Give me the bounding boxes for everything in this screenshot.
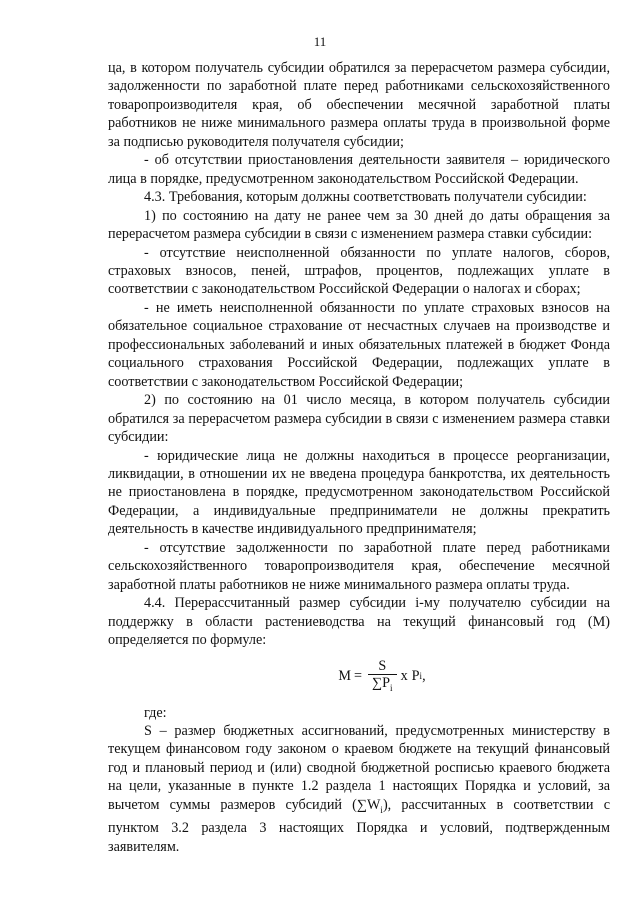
- formula-end: ,: [422, 668, 426, 685]
- paragraph: ца, в котором получатель субсидии обратился за перерасчетом размера субсидии, задолженности по заработной плате перед работниками сельскохозяйственного товаропроизводителя края, об обеспечении месячной заработной платы работников не ниже минимального размера оплаты труда в произвольной форме за подписью руководителя получателя субсидии;: [108, 60, 610, 150]
- formula-factor: P: [411, 668, 420, 685]
- where-label: где:: [144, 704, 167, 721]
- paragraph: 4.3. Требования, которым должны соответствовать получатели субсидии:: [144, 189, 587, 206]
- subsidy-formula: [108, 650, 610, 704]
- formula-denominator-sub: i: [390, 682, 393, 693]
- formula-times: x: [400, 668, 408, 685]
- formula-equals: =: [354, 668, 363, 685]
- paragraph-text-part: S – размер бюджетных ассигнований, предусмотренных министерству в текущем финансовом году законом о краевом бюджете на текущий финансовый год и плановый период и (или) сводной бюджетной росписью краевого бюджета на цели, указанные в пункте 1.2 раздела 1 настоящих Порядка и условий, за вычетом суммы размеров субсидий (∑W: [108, 722, 610, 813]
- paragraph: - юридические лица не должны находиться в процессе реорганизации, ликвидации, в отношении их не введена процедура банкротства, их деятельность не приостановлена в порядке, предусмотренном законодательством Российской Федерации, а индивидуальные предприниматели не должны прекратить деятельность в качестве индивидуального предпринимателя;: [108, 447, 610, 538]
- formula-fraction: [368, 658, 397, 696]
- paragraph: 2) по состоянию на 01 число месяца, в котором получатель субсидии обратился за перерасчетом размера субсидии в связи с изменением размера ставки субсидии:: [108, 392, 610, 446]
- paragraph: - отсутствие неисполненной обязанности по уплате налогов, сборов, страховых взносов, пеней, штрафов, процентов, подлежащих уплате в соответствии с законодательством Российской Федерации о налогах и сборах;: [108, 244, 610, 298]
- formula-numerator: S: [378, 657, 387, 674]
- paragraph: [108, 722, 610, 856]
- formula-factor-sub: i: [419, 671, 423, 682]
- paragraph: 1) по состоянию на дату не ранее чем за 30 дней до даты обращения за перерасчетом размера субсидии в связи с изменением размера ставки субсидии:: [108, 207, 610, 243]
- page-number: 11: [313, 34, 327, 49]
- paragraph: - отсутствие задолженности по заработной плате перед работниками сельскохозяйственного товаропроизводителя края, обеспечение месячной заработной платы работников не ниже минимального размера оплаты труда.: [108, 539, 610, 593]
- paragraph-text-part: ), рассчитанных в соответствии с пунктом 3.2 раздела 3 настоящих Порядка и условий, подтвержденным заявителям.: [108, 796, 610, 855]
- formula-lhs: M: [338, 668, 352, 685]
- document-body: [108, 59, 610, 856]
- paragraph: 4.4. Перерассчитанный размер субсидии i-му получателю субсидии на поддержку в области растениеводства на текущий финансовый год (M) определяется по формуле:: [108, 595, 610, 649]
- formula-denominator: [368, 674, 397, 696]
- paragraph: - не иметь неисполненной обязанности по уплате страховых взносов на обязательное социальное страхование от несчастных случаев на производстве и профессиональных заболеваний и иных обязательных платежей в бюджет Фонда социального страхования Российской Федерации, подлежащих уплате в соответствии с законодательством Российской Федерации;: [108, 299, 610, 390]
- formula-denominator-symbol: ∑P: [372, 674, 391, 691]
- sum-w-sub: i: [380, 804, 383, 815]
- paragraph: - об отсутствии приостановления деятельности заявителя – юридического лица в порядке, предусмотренном законодательством Российской Федерации.: [108, 152, 610, 187]
